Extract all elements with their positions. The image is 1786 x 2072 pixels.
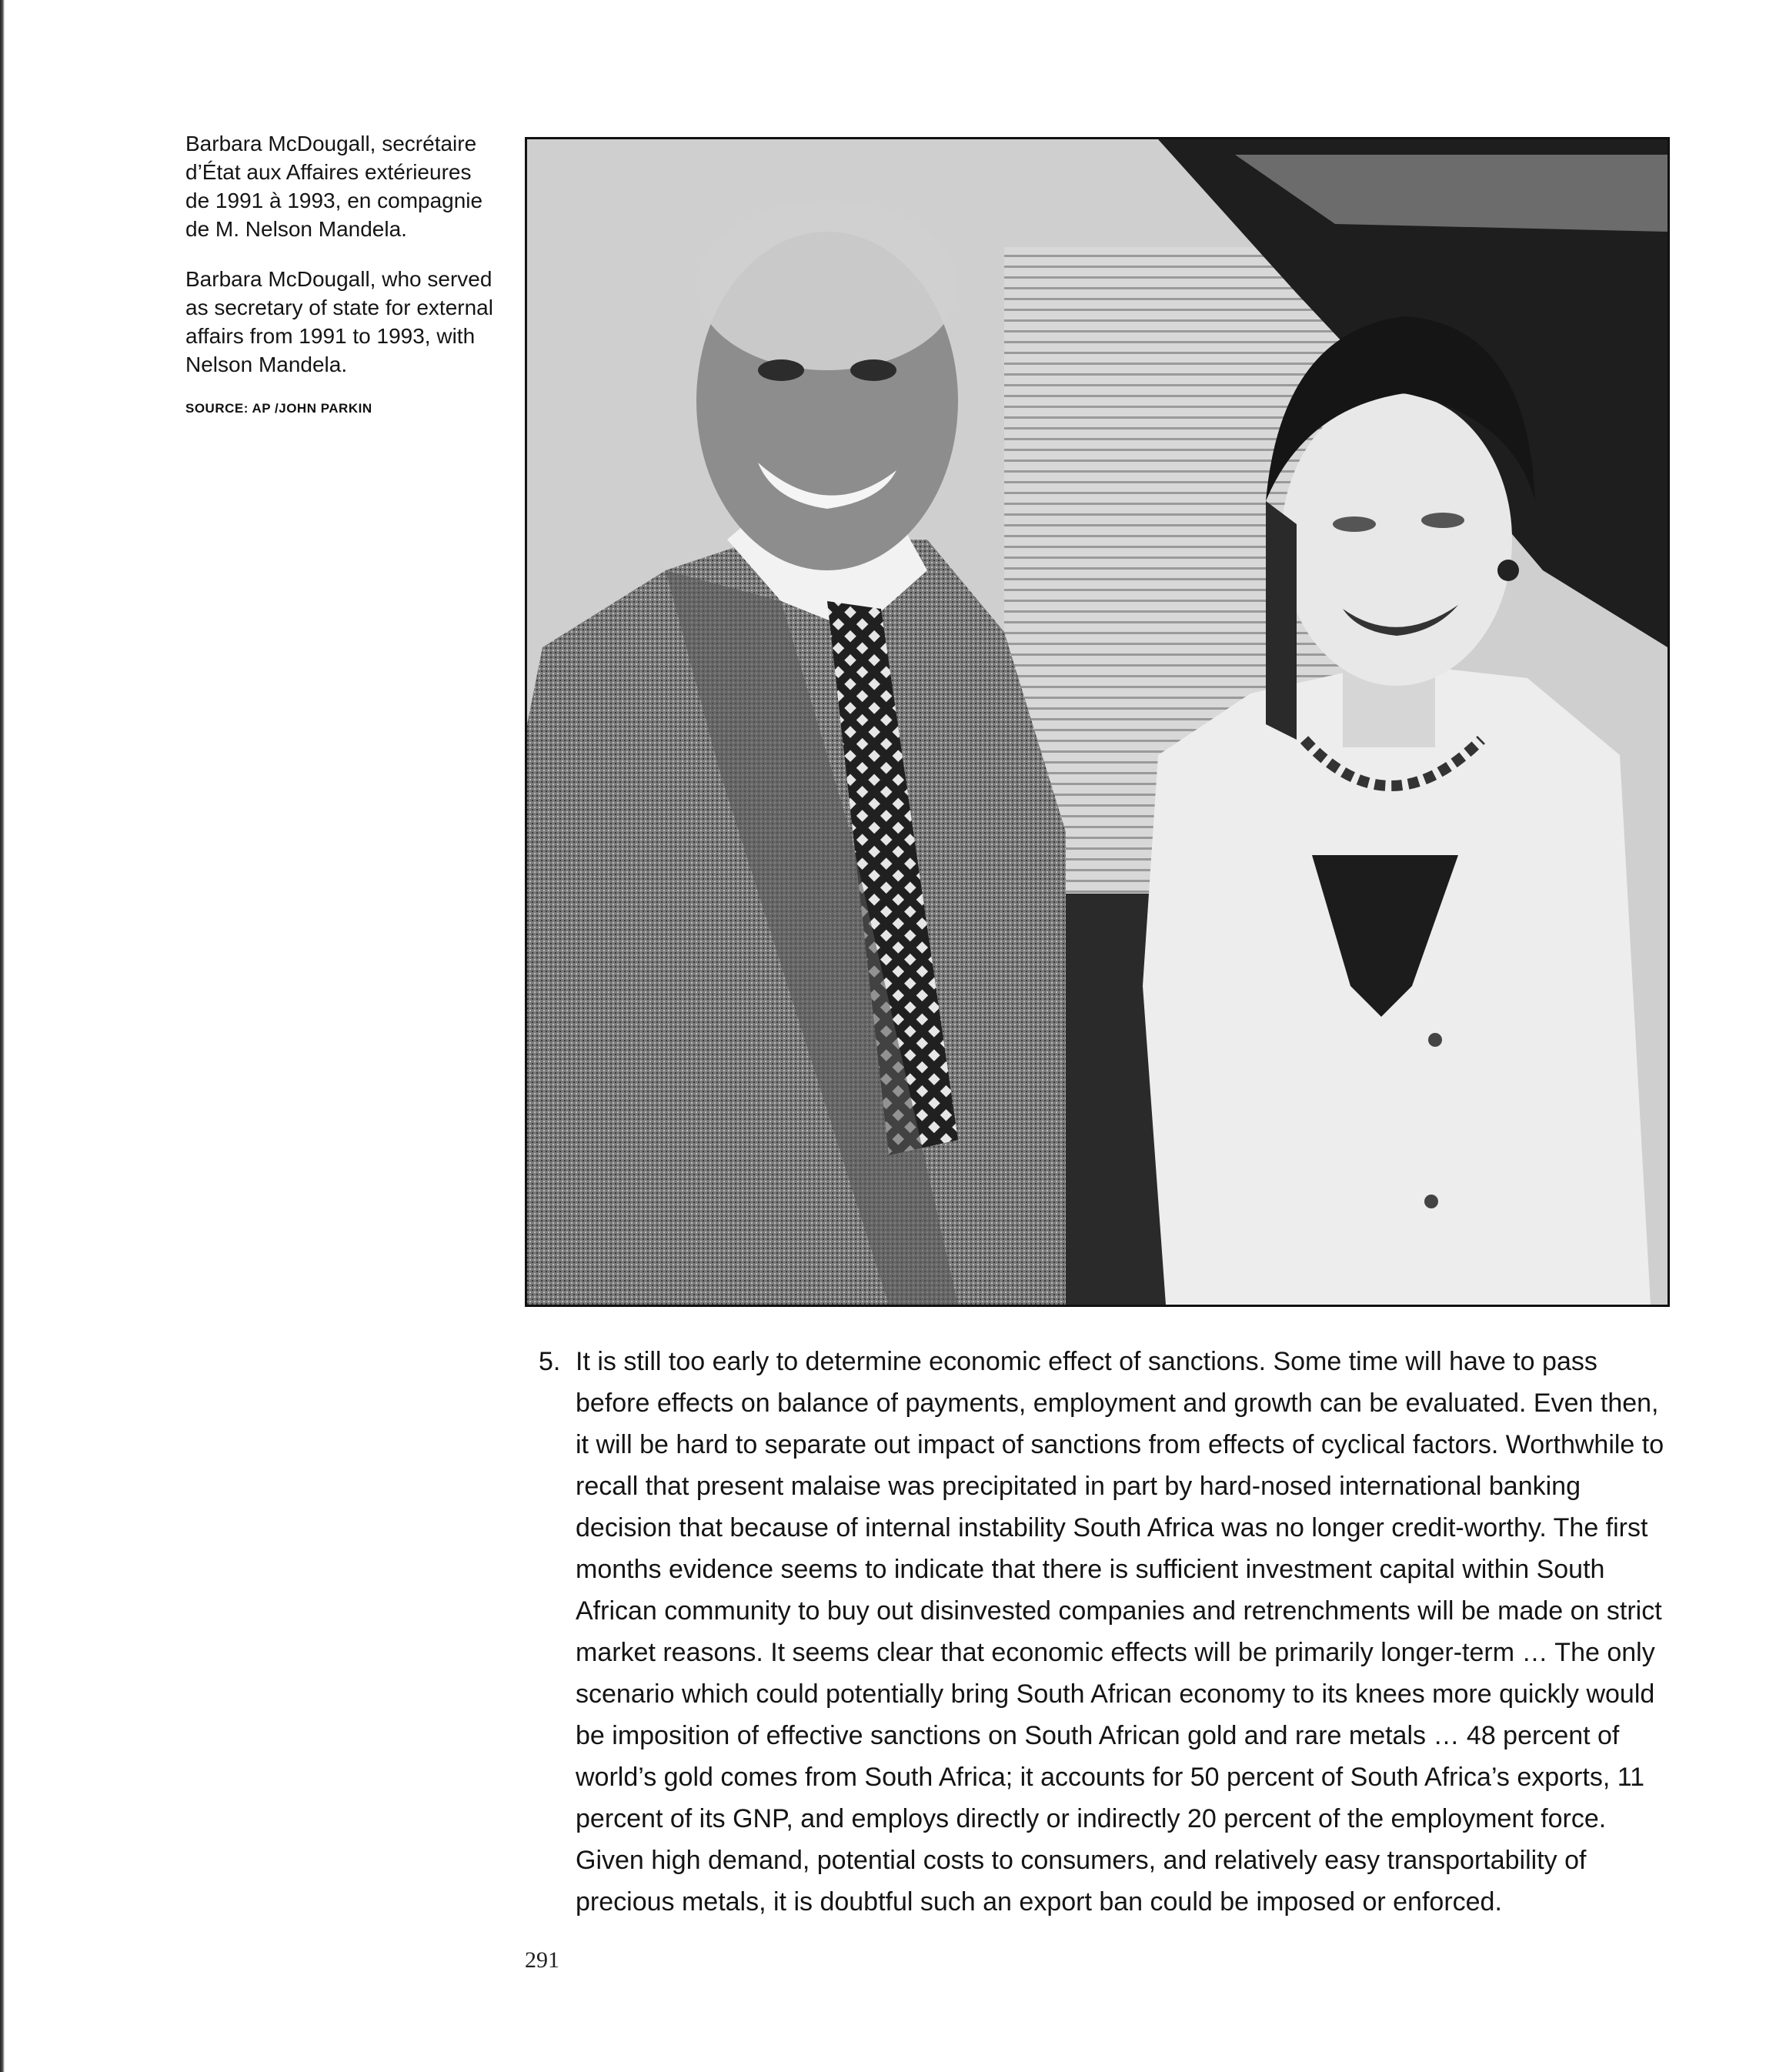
caption-english: Barbara McDougall, who served as secretary of state for external affairs from 1991 to 1993, with Nelson Mandela. — [185, 267, 493, 376]
paragraph-number: 5. — [539, 1347, 561, 1376]
photo-caption — [185, 129, 493, 417]
caption-french: Barbara McDougall, secrétaire d’État aux Affaires extérieures de 1991 à 1993, en compagnie de M. Nelson Mandela. — [185, 132, 483, 241]
binding-edge — [0, 0, 5, 2072]
photograph — [525, 137, 1670, 1307]
page-number: 291 — [525, 1947, 559, 1973]
body-text — [539, 1341, 1678, 1923]
photograph-illustration — [527, 139, 1667, 1305]
paragraph-text: It is still too early to determine economic effect of sanctions. Some time will have to pass before effects on balance of payments, employment and growth can be evaluated. Even then, it will be hard to separate out impact of sanctions from effects of cyclical factors. Worthwhile to recall that present malaise was precipitated in part by hard-nosed international banking decision that because of internal instability South Africa was no longer credit-worthy. The first months evidence seems to indicate that there is sufficient investment capital within South African community to buy out disinvested companies and retrenchments will be made on strict market reasons. It seems clear that economic effects will be primarily longer-term … The only scenario which could potentially bring South African economy to its knees more quickly would be imposition of effective sanctions on South African gold and rare metals … 48 percent of world’s gold comes from South Africa; it accounts for 50 percent of South Africa’s exports, 11 percent of its GNP, and employs directly or indirectly 20 percent of the employment force. Given high demand, potential costs to consumers, and relatively easy transportability of precious metals, it is doubtful such an export ban could be imposed or enforced. — [576, 1347, 1664, 1917]
numbered-paragraph — [539, 1341, 1678, 1923]
photo-source-credit: SOURCE: AP /JOHN PARKIN — [185, 401, 372, 416]
